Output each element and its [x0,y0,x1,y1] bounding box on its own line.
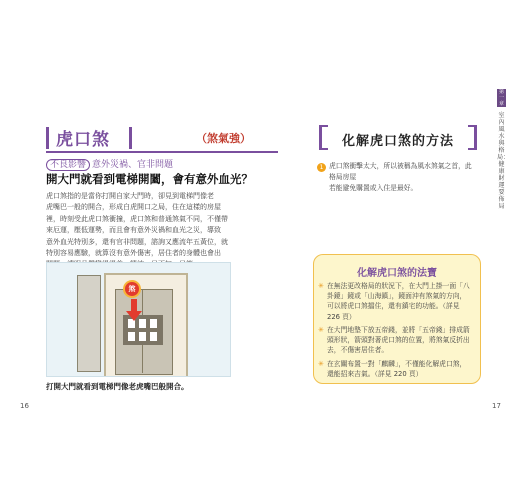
left-paragraph [46,191,229,271]
remedy-line: 頭形狀，箭頭對著虎口煞的位置，將煞氣反折出 [327,336,470,345]
bad-effect-pill: 不良影響 [46,159,90,171]
remedy-line: 還能招來吉氣。（詳見 220 頁） [327,370,423,379]
paragraph-line: 虎嘴巴一般的開合，形成白虎開口之局，住在這樣的房屋 [46,203,221,212]
sha-burst-icon: 煞 [123,280,141,298]
remedy-item [318,325,475,356]
chapter-tab: 第一章 [498,89,504,107]
left-title-bar [46,125,278,153]
paragraph-line: 裡，時刻受此虎口煞衝撞，虎口煞和普通煞氣不同，不僅帶 [46,214,228,223]
panel-cell [128,332,135,341]
right-title-box [319,125,477,150]
panel-cell [150,319,157,328]
down-arrow-icon [131,299,137,311]
star-bullet-icon: ✳ [318,326,324,334]
intro-line: 若能避免購置或入住是最好。 [329,184,418,192]
bracket-top-left [322,125,328,127]
step-number-badge: 1 [317,163,326,172]
remedy-line: 在無法更改格局的狀況下，在大門上掛一面「八 [327,282,470,290]
page-number-left: 16 [20,402,29,410]
remedy-line: 去，不傷害居住者。 [327,346,389,355]
paragraph-line: 來厄運，壓低運勢，而且會有意外災禍和血光之災，導致 [46,226,221,235]
remedy-line: 226 頁） [327,312,356,321]
bad-effect-text: 意外災禍、官非問題 [92,160,174,170]
page-title: 虎口煞 [56,130,110,150]
page-subtitle: （煞氣強） [196,132,251,145]
down-arrow-head-icon [126,311,142,321]
question-heading: 開大門就看到電梯開闔，會有意外血光？ [46,172,253,186]
intro-paragraph [329,161,476,194]
intro-line: 虎口煞衝擊太大，所以被稱為風水煞氣之首，此格局房屋 [329,162,472,181]
panel-cell [150,332,157,341]
panel-cell [139,332,146,341]
remedy-line: 可以將虎口煞擋住，還有鎮宅的功能。（詳見 [327,302,460,311]
bad-effect-tag [46,157,173,170]
title-left-bar [46,127,49,149]
remedy-item [318,359,475,379]
bracket-top-right [468,125,474,127]
illustration-caption: 打開大門就看到電梯門像老虎嘴巴般開合。 [46,382,189,391]
star-bullet-icon: ✳ [318,282,324,290]
remedy-line: 卦鏡」鏡或「山海鎮」，鏡面沖有煞氣的方向， [327,292,467,301]
section-title: 化解虎口煞的方法 [341,134,454,149]
page-number-right: 17 [492,402,501,410]
apartment-door [77,275,101,372]
paragraph-line: 虎口煞指的是當你打開自家大門時，卻見到電梯門像老 [46,192,214,200]
star-bullet-icon: ✳ [318,360,324,368]
remedy-box [313,254,481,384]
remedy-line: 在大門地墊下放五帝錢，並將「五帝錢」排成箭 [327,326,470,334]
remedy-item [318,281,475,322]
paragraph-line: 意外血光特別多，還有官非問題，諮詢又應流年五黃位，就 [46,237,228,246]
remedy-line: 在玄關布置一對「麒麟」，不僅能化解虎口煞， [327,360,467,368]
elevator-illustration [46,262,231,377]
remedy-title: 化解虎口煞的法寶 [357,268,437,279]
chapter-side-text: 室內風水與格局：健康財運要佈局 [497,112,510,210]
paragraph-line: 特別容易應驗，就算沒有意外傷害，居住者的身體也會出 [46,249,221,258]
title-right-bar [129,127,132,149]
